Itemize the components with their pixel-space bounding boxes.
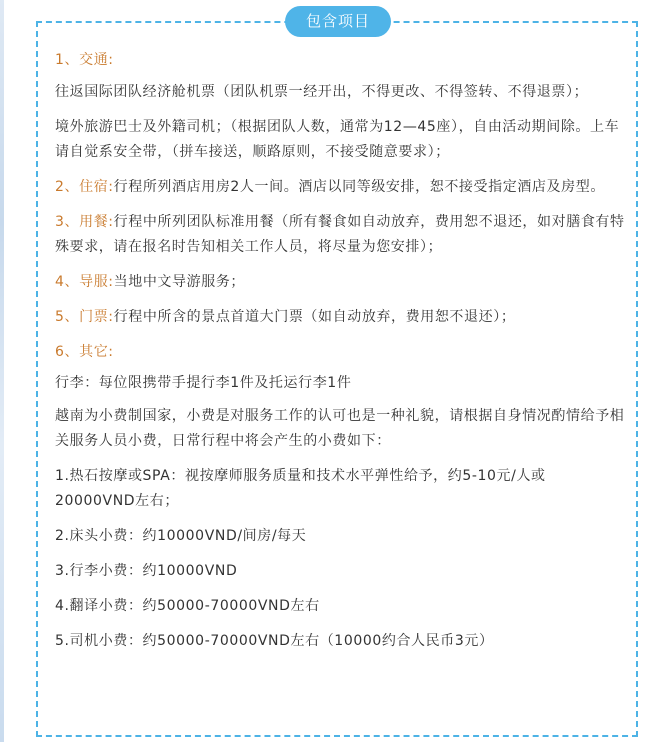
guide-item: [55, 270, 625, 295]
tip-intro-text: 越南为小费制国家，小费是对服务工作的认可也是一种礼貌，请根据自身情况酌情给予相关服务人员小费，日常行程中将会产生的小费如下：: [55, 408, 625, 449]
guide-heading: 4、导服:: [55, 274, 114, 290]
tickets-heading: 5、门票:: [55, 309, 114, 325]
hotel-item: [55, 175, 625, 200]
tip-item-bedside: 2.床头小费：约10000VND/间房/每天: [55, 528, 307, 544]
tip-item-translator: 4.翻译小费：约50000-70000VND左右: [55, 598, 320, 614]
meals-heading: 3、用餐:: [55, 214, 114, 230]
guide-text: 当地中文导游服务；: [113, 274, 246, 290]
meals-item: [55, 210, 625, 260]
tip-item-spa: 1.热石按摩或SPA：视按摩师服务质量和技术水平弹性给予，约5-10元/人或20000VND左右；: [55, 468, 546, 509]
tip-item-driver: 5.司机小费：约50000-70000VND左右（10000约合人民币3元）: [55, 633, 494, 649]
tickets-text: 行程中所含的景点首道大门票（如自动放弃，费用恕不退还）；: [113, 309, 516, 325]
other-heading: 6、其它:: [55, 344, 114, 360]
traffic-bus-text: 境外旅游巴士及外籍司机；（根据团队人数，通常为12—45座），自由活动期间除。上车请自觉系安全带，（拼车接送，顺路原则，不接受随意要求）；: [55, 119, 620, 160]
included-items-content: [55, 48, 625, 654]
meals-text: 行程中所列团队标准用餐（所有餐食如自动放弃，费用恕不退还，如对膳食有特殊要求，请在报名时告知相关工作人员，将尽量为您安排）；: [55, 214, 625, 255]
traffic-flight-text: 往返国际团队经济舱机票（团队机票一经开出，不得更改、不得签转、不得退票）；: [55, 84, 589, 100]
left-edge-strip: [0, 0, 4, 742]
hotel-heading: 2、住宿:: [55, 179, 114, 195]
tickets-item: [55, 305, 625, 330]
hotel-text: 行程所列酒店用房2人一间。酒店以同等级安排，恕不接受指定酒店及房型。: [113, 179, 605, 195]
included-items-badge: 包含项目: [285, 6, 391, 37]
tip-item-luggage: 3.行李小费：约10000VND: [55, 563, 238, 579]
traffic-heading: 1、交通:: [55, 52, 114, 68]
luggage-text: 行李：每位限携带手提行李1件及托运行李1件: [55, 375, 352, 391]
